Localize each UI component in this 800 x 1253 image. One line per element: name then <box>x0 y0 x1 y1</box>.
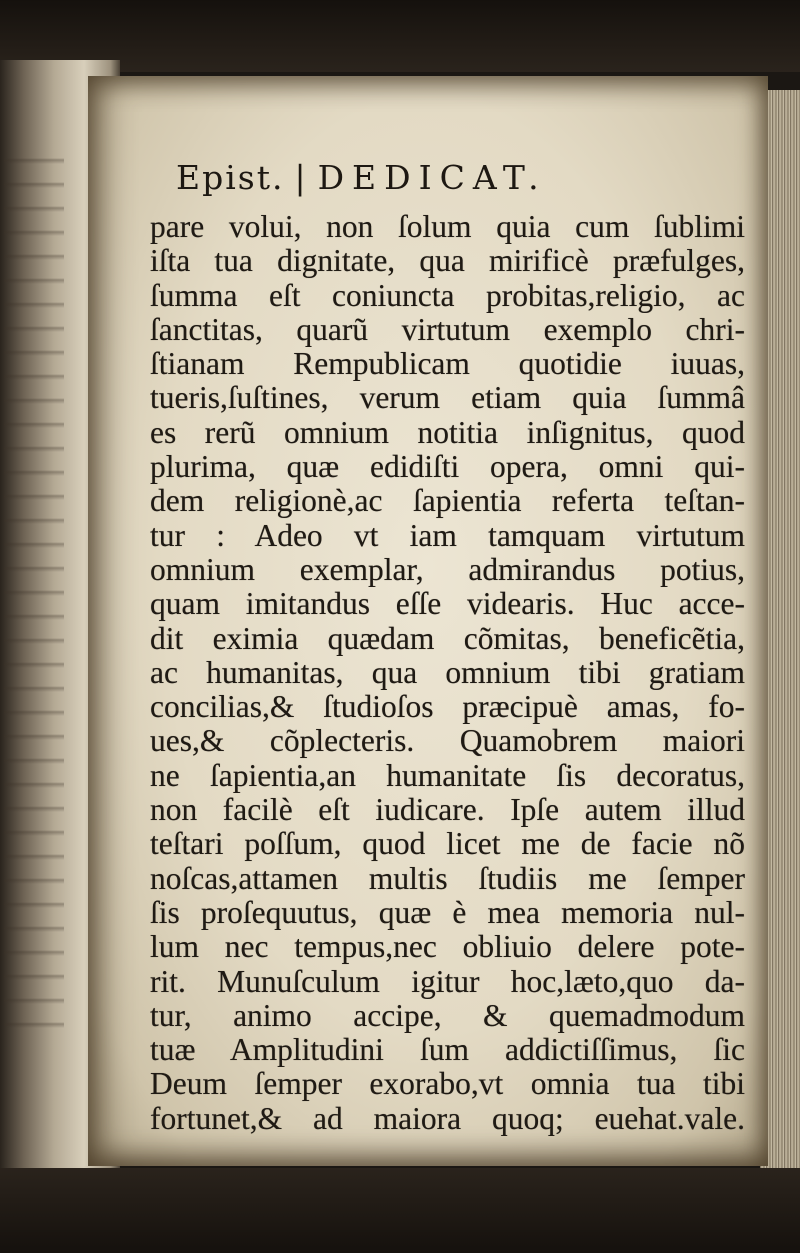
running-head <box>176 158 696 197</box>
running-head-right: DEDICAT. <box>317 158 547 197</box>
scan-bottom-background <box>0 1168 800 1253</box>
text-line: teſtari poſſum, quod licet me de facie nõ <box>150 827 745 862</box>
text-line: ſanctitas, quarũ virtutum exemplo chri- <box>150 312 745 347</box>
text-line: tur : Adeo vt iam tamquam virtutum <box>150 518 745 553</box>
running-head-separator: | <box>294 158 308 197</box>
text-line: tur, animo accipe, & quemadmodum <box>150 998 745 1033</box>
text-line: omnium exemplar, admirandus potius, <box>150 552 745 587</box>
text-line: ues,& cõplecteris. Quamobrem maiori <box>150 724 745 759</box>
text-line: tuæ Amplitudini ſum addictiſſimus, ſic <box>150 1033 745 1068</box>
text-line: concilias,& ſtudioſos præcipuè amas, fo- <box>150 690 745 725</box>
dedication-body-text <box>150 210 745 1136</box>
text-line: pare volui, non ſolum quia cum ſublimi <box>150 210 745 244</box>
text-line: ſumma eſt coniuncta probitas,religio, ac <box>150 278 745 313</box>
text-line: rit. Munuſculum igitur hoc,læto,quo da- <box>150 964 745 999</box>
text-line: quam imitandus eſſe videaris. Huc acce- <box>150 587 745 622</box>
facing-page-text-residue <box>4 140 64 1040</box>
text-line: Deum ſemper exorabo,vt omnia tua tibi <box>150 1067 745 1102</box>
text-line: dit eximia quædam cõmitas, beneficẽtia, <box>150 621 745 656</box>
running-head-left: Epist. <box>176 158 285 197</box>
text-line: dem religionè,ac ſapientia referta teſtan- <box>150 484 745 519</box>
text-line: fortunet,& ad maiora quoq; euehat.vale. <box>150 1101 745 1136</box>
text-line: es rerũ omnium notitia inſignitus, quod <box>150 415 745 450</box>
text-line: ac humanitas, qua omnium tibi gratiam <box>150 655 745 690</box>
text-line: plurima, quæ edidiſti opera, omni qui- <box>150 450 745 485</box>
text-line: lum nec tempus,nec obliuio delere pote- <box>150 930 745 965</box>
text-line: ſtianam Rempublicam quotidie iuuas, <box>150 347 745 382</box>
scan-top-background <box>0 0 800 72</box>
text-line: ſis proſequutus, quæ è mea memoria nul- <box>150 895 745 930</box>
text-line: iſta tua dignitate, qua mirificè præfulges, <box>150 244 745 279</box>
text-line: tueris,ſuſtines, verum etiam quia ſummâ <box>150 381 745 416</box>
text-line: noſcas,attamen multis ſtudiis me ſemper <box>150 861 745 896</box>
text-line: non facilè eſt iudicare. Ipſe autem illud <box>150 793 745 828</box>
text-line: ne ſapientia,an humanitate ſis decoratus, <box>150 758 745 793</box>
